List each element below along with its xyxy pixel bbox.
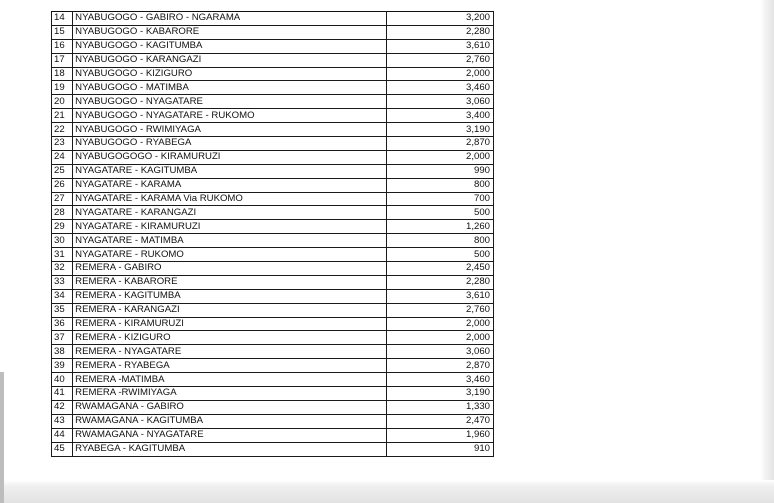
table-row bbox=[52, 345, 494, 359]
table-row bbox=[52, 109, 494, 123]
route-name: NYAGATARE - MATIMBA bbox=[73, 234, 387, 248]
fare-amount: 3,610 bbox=[387, 289, 494, 303]
fare-amount: 3,460 bbox=[387, 373, 494, 387]
fare-amount: 500 bbox=[387, 206, 494, 220]
row-number: 14 bbox=[52, 12, 73, 26]
route-name: REMERA - KARANGAZI bbox=[73, 303, 387, 317]
route-name: REMERA - KABARORE bbox=[73, 275, 387, 289]
fare-amount: 3,060 bbox=[387, 345, 494, 359]
fare-amount: 3,610 bbox=[387, 39, 494, 53]
row-number: 26 bbox=[52, 178, 73, 192]
row-number: 17 bbox=[52, 53, 73, 67]
fare-amount: 3,460 bbox=[387, 81, 494, 95]
fare-amount: 990 bbox=[387, 164, 494, 178]
row-number: 24 bbox=[52, 150, 73, 164]
route-name: NYABUGOGO - MATIMBA bbox=[73, 81, 387, 95]
table-row bbox=[52, 262, 494, 276]
table-row bbox=[52, 206, 494, 220]
row-number: 38 bbox=[52, 345, 73, 359]
table-row bbox=[52, 234, 494, 248]
route-name: NYABUGOGO - NYAGATARE - RUKOMO bbox=[73, 109, 387, 123]
fare-amount: 2,280 bbox=[387, 25, 494, 39]
row-number: 44 bbox=[52, 428, 73, 442]
fare-amount: 500 bbox=[387, 248, 494, 262]
route-fare-table bbox=[51, 11, 494, 457]
table-row bbox=[52, 303, 494, 317]
route-fare-table-body bbox=[52, 12, 494, 457]
fare-amount: 2,000 bbox=[387, 150, 494, 164]
fare-amount: 3,190 bbox=[387, 123, 494, 137]
route-name: RYABEGA - KAGITUMBA bbox=[73, 442, 387, 456]
table-row bbox=[52, 220, 494, 234]
table-row bbox=[52, 178, 494, 192]
fare-amount: 2,870 bbox=[387, 359, 494, 373]
row-number: 20 bbox=[52, 95, 73, 109]
route-name: REMERA -MATIMBA bbox=[73, 373, 387, 387]
table-row bbox=[52, 428, 494, 442]
row-number: 33 bbox=[52, 275, 73, 289]
fare-amount: 910 bbox=[387, 442, 494, 456]
route-name: NYABUGOGO - KARANGAZI bbox=[73, 53, 387, 67]
fare-amount: 2,470 bbox=[387, 414, 494, 428]
table-row bbox=[52, 95, 494, 109]
fare-amount: 800 bbox=[387, 234, 494, 248]
table-row bbox=[52, 317, 494, 331]
table-row bbox=[52, 400, 494, 414]
row-number: 31 bbox=[52, 248, 73, 262]
row-number: 30 bbox=[52, 234, 73, 248]
row-number: 29 bbox=[52, 220, 73, 234]
row-number: 35 bbox=[52, 303, 73, 317]
route-name: NYAGATARE - KARAMA Via RUKOMO bbox=[73, 192, 387, 206]
route-name: NYAGATARE - KIRAMURUZI bbox=[73, 220, 387, 234]
row-number: 40 bbox=[52, 373, 73, 387]
route-name: REMERA - RYABEGA bbox=[73, 359, 387, 373]
route-name: NYABUGOGO - NYAGATARE bbox=[73, 95, 387, 109]
fare-amount: 800 bbox=[387, 178, 494, 192]
row-number: 21 bbox=[52, 109, 73, 123]
fare-amount: 2,760 bbox=[387, 53, 494, 67]
route-name: NYAGATARE - KARANGAZI bbox=[73, 206, 387, 220]
route-name: REMERA - KIRAMURUZI bbox=[73, 317, 387, 331]
fare-amount: 1,960 bbox=[387, 428, 494, 442]
route-name: NYABUGOGO - RWIMIYAGA bbox=[73, 123, 387, 137]
row-number: 43 bbox=[52, 414, 73, 428]
table-row bbox=[52, 289, 494, 303]
row-number: 37 bbox=[52, 331, 73, 345]
row-number: 22 bbox=[52, 123, 73, 137]
table-row bbox=[52, 67, 494, 81]
route-name: NYABUGOGO - KAGITUMBA bbox=[73, 39, 387, 53]
table-row bbox=[52, 150, 494, 164]
route-name: NYAGATARE - KARAMA bbox=[73, 178, 387, 192]
fare-amount: 2,760 bbox=[387, 303, 494, 317]
row-number: 27 bbox=[52, 192, 73, 206]
route-name: NYABUGOGO - RYABEGA bbox=[73, 137, 387, 151]
table-row bbox=[52, 442, 494, 456]
table-row bbox=[52, 81, 494, 95]
fare-amount: 2,000 bbox=[387, 67, 494, 81]
window-left-edge bbox=[0, 372, 4, 503]
row-number: 19 bbox=[52, 81, 73, 95]
row-number: 41 bbox=[52, 387, 73, 401]
table-row bbox=[52, 123, 494, 137]
route-name: RWAMAGANA - KAGITUMBA bbox=[73, 414, 387, 428]
table-row bbox=[52, 359, 494, 373]
fare-amount: 1,330 bbox=[387, 400, 494, 414]
fare-amount: 3,060 bbox=[387, 95, 494, 109]
table-row bbox=[52, 248, 494, 262]
row-number: 39 bbox=[52, 359, 73, 373]
page-right-shadow bbox=[760, 0, 774, 487]
route-name: NYABUGOGO - KABARORE bbox=[73, 25, 387, 39]
fare-amount: 2,000 bbox=[387, 317, 494, 331]
route-name: NYABUGOGO - GABIRO - NGARAMA bbox=[73, 12, 387, 26]
route-name: NYABUGOGO - KIZIGURO bbox=[73, 67, 387, 81]
fare-amount: 2,870 bbox=[387, 137, 494, 151]
row-number: 45 bbox=[52, 442, 73, 456]
page-bottom-shadow bbox=[0, 480, 774, 503]
route-name: REMERA - KAGITUMBA bbox=[73, 289, 387, 303]
row-number: 18 bbox=[52, 67, 73, 81]
row-number: 28 bbox=[52, 206, 73, 220]
route-name: RWAMAGANA - NYAGATARE bbox=[73, 428, 387, 442]
fare-amount: 2,280 bbox=[387, 275, 494, 289]
route-name: NYABUGOGOGO - KIRAMURUZI bbox=[73, 150, 387, 164]
table-row bbox=[52, 12, 494, 26]
table-row bbox=[52, 53, 494, 67]
table-row bbox=[52, 387, 494, 401]
table-row bbox=[52, 414, 494, 428]
route-name: REMERA - KIZIGURO bbox=[73, 331, 387, 345]
table-row bbox=[52, 164, 494, 178]
row-number: 23 bbox=[52, 137, 73, 151]
route-name: NYAGATARE - RUKOMO bbox=[73, 248, 387, 262]
table-row bbox=[52, 331, 494, 345]
table-row bbox=[52, 39, 494, 53]
route-name: RWAMAGANA - GABIRO bbox=[73, 400, 387, 414]
fare-amount: 700 bbox=[387, 192, 494, 206]
table-row bbox=[52, 137, 494, 151]
row-number: 34 bbox=[52, 289, 73, 303]
fare-amount: 2,450 bbox=[387, 262, 494, 276]
row-number: 42 bbox=[52, 400, 73, 414]
route-name: NYAGATARE - KAGITUMBA bbox=[73, 164, 387, 178]
route-name: REMERA - NYAGATARE bbox=[73, 345, 387, 359]
fare-amount: 2,000 bbox=[387, 331, 494, 345]
route-name: REMERA -RWIMIYAGA bbox=[73, 387, 387, 401]
row-number: 16 bbox=[52, 39, 73, 53]
fare-amount: 1,260 bbox=[387, 220, 494, 234]
route-name: REMERA - GABIRO bbox=[73, 262, 387, 276]
row-number: 32 bbox=[52, 262, 73, 276]
row-number: 25 bbox=[52, 164, 73, 178]
table-row bbox=[52, 373, 494, 387]
table-row bbox=[52, 192, 494, 206]
fare-amount: 3,190 bbox=[387, 387, 494, 401]
fare-amount: 3,400 bbox=[387, 109, 494, 123]
table-row bbox=[52, 275, 494, 289]
row-number: 15 bbox=[52, 25, 73, 39]
table-row bbox=[52, 25, 494, 39]
row-number: 36 bbox=[52, 317, 73, 331]
fare-amount: 3,200 bbox=[387, 12, 494, 26]
